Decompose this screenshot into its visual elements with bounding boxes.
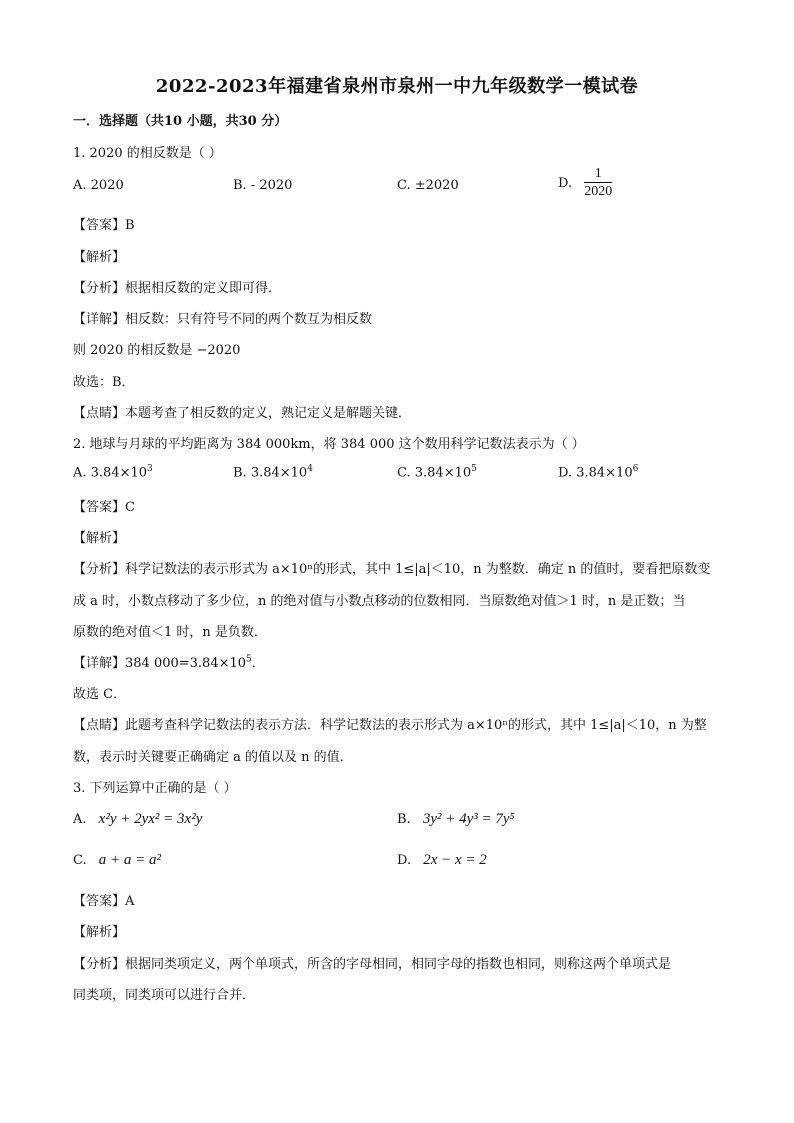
q2-detail-exp: 5	[246, 654, 252, 665]
q1-option-a: A. 2020	[73, 178, 124, 193]
q3-jiexi: 【解析】	[73, 925, 126, 940]
q2-comment-line1: 【点睛】此题考查科学记数法的表示方法．科学记数法的表示形式为 a×10ⁿ的形式，其中 1≤|a|＜10，n 为整	[73, 718, 707, 733]
q2-option-c	[397, 464, 477, 480]
q2-choose: 故选 C．	[73, 687, 127, 702]
q1-option-c: C. ±2020	[397, 178, 459, 193]
q3-option-d-math: 2x − x = 2	[423, 852, 487, 868]
q2-option-d	[558, 464, 638, 480]
q3-answer: 【答案】A	[73, 894, 135, 909]
q1-analysis: 【分析】根据相反数的定义即可得．	[73, 281, 282, 296]
q2-analysis-line1: 【分析】科学记数法的表示形式为 a×10ⁿ的形式，其中 1≤|a|＜10，n 为整数．确定 n 的值时，要看把原数变	[73, 562, 711, 577]
q2-option-a-exp: 3	[147, 464, 153, 474]
q1-choose: 故选：B．	[73, 375, 135, 390]
q2-detail-end: ．	[251, 656, 265, 671]
q2-detail	[73, 652, 265, 671]
q3-option-a	[73, 811, 202, 828]
q2-option-d-text: D. 3.84×10	[558, 465, 633, 481]
q3-option-a-label: A.	[73, 812, 87, 827]
q1-option-b: B. - 2020	[233, 178, 293, 193]
question-1-stem: 1. 2020 的相反数是（ ）	[73, 146, 222, 161]
q2-comment-line2: 数，表示时关键要正确确定 a 的值以及 n 的值．	[73, 750, 353, 765]
fraction-numerator: 1	[584, 166, 612, 183]
q2-jiexi: 【解析】	[73, 531, 126, 546]
fraction-denominator: 2020	[584, 184, 613, 199]
q3-option-c-math: a + a = a²	[98, 852, 162, 868]
q3-option-a-math: x²y + 2yx² = 3x²y	[98, 811, 203, 827]
q1-answer: 【答案】B	[73, 218, 135, 233]
q1-option-d	[558, 166, 612, 201]
q2-option-a	[73, 464, 153, 480]
q3-option-c	[73, 852, 161, 869]
q1-comment: 【点睛】本题考查了相反数的定义，熟记定义是解题关键．	[73, 406, 412, 421]
q2-option-a-text: A. 3.84×10	[73, 465, 148, 481]
q2-answer: 【答案】C	[73, 500, 135, 515]
q1-detail: 【详解】相反数：只有符号不同的两个数互为相反数	[73, 312, 373, 327]
q2-detail-text: 【详解】384 000=3.84×10	[73, 656, 247, 671]
q2-option-c-text: C. 3.84×10	[397, 465, 472, 481]
q3-analysis-line2: 同类项，同类项可以进行合并．	[73, 988, 256, 1003]
question-3-stem: 3. 下列运算中正确的是（ ）	[73, 781, 237, 796]
q2-option-b-text: B. 3.84×10	[233, 465, 308, 481]
q3-analysis-line1: 【分析】根据同类项定义，两个单项式，所含的字母相同，相同字母的指数也相同，则称这两个单项式是	[73, 957, 672, 972]
q1-detail-line2: 则 2020 的相反数是 −2020	[73, 343, 241, 358]
q2-option-c-exp: 5	[471, 464, 477, 474]
q3-option-c-label: C.	[73, 853, 87, 868]
q1-jiexi: 【解析】	[73, 250, 126, 265]
q2-option-b	[233, 464, 313, 480]
q3-option-b-math: 3y² + 4y³ = 7y⁵	[422, 811, 515, 827]
q2-option-b-exp: 4	[307, 464, 313, 474]
q1-option-d-label: D.	[558, 176, 573, 191]
q2-analysis-line2: 成 a 时，小数点移动了多少位，n 的绝对值与小数点移动的位数相同．当原数绝对值＞1 时，n 是正数；当	[73, 594, 686, 609]
q2-analysis-line3: 原数的绝对值＜1 时，n 是负数．	[73, 625, 267, 640]
section-heading: 一．选择题（共10 小题，共30 分）	[73, 114, 288, 129]
question-2-stem: 2. 地球与月球的平均距离为 384 000km，将 384 000 这个数用科学记数法表示为（ ）	[73, 437, 585, 452]
q3-option-d	[397, 852, 487, 869]
q2-option-d-exp: 6	[632, 464, 639, 474]
q3-option-d-label: D.	[397, 853, 412, 868]
page-title: 2022-2023年福建省泉州市泉州一中九年级数学一模试卷	[155, 76, 639, 97]
q1-option-d-fraction	[584, 166, 612, 201]
q3-option-b-label: B.	[397, 812, 411, 827]
q3-option-b	[397, 811, 515, 828]
